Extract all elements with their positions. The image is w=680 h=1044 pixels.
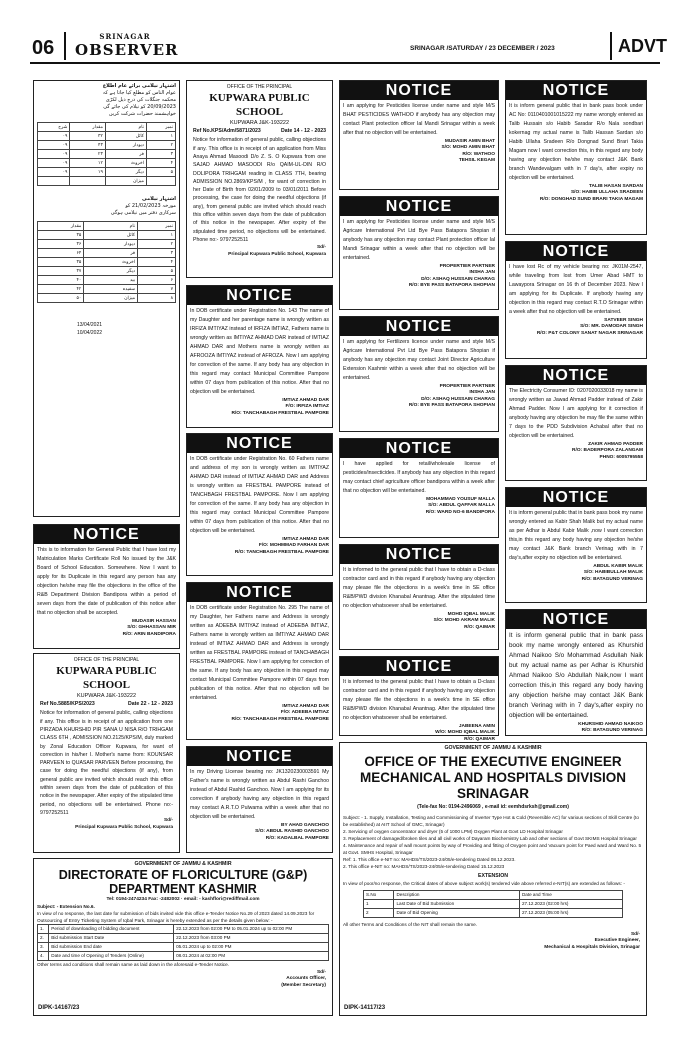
urdu-line: خواہشمند حضرات شرکت کریں bbox=[108, 111, 176, 117]
urdu-table-a-cell: ۰۹ bbox=[38, 141, 70, 150]
urdu-table-a-cell: ۴۳ bbox=[70, 141, 105, 150]
urdu-line: اشتہار نیلامی bbox=[142, 196, 176, 202]
notice-heading: NOTICE bbox=[506, 81, 646, 100]
school-name: KUPWARA PUBLIC SCHOOL bbox=[56, 665, 157, 691]
urdu-table-a-cell bbox=[146, 177, 175, 186]
urdu-table-b-row bbox=[38, 240, 176, 249]
urdu-table-a-cell: اخروٹ bbox=[105, 159, 146, 168]
urdu-line: سرکاری دفتر میں نیلامی ہوگی bbox=[110, 210, 176, 216]
tender-schedule-cell: 3. bbox=[38, 943, 49, 952]
urdu-lines-a bbox=[37, 83, 176, 118]
kupwara-school-notice-2 bbox=[33, 653, 180, 853]
urdu-line: مورخہ 21/02/2023 کو bbox=[125, 203, 176, 209]
subject-line: Subject: - Extension No.6. bbox=[37, 904, 95, 909]
notice-lost-rc bbox=[505, 241, 647, 359]
urdu-table-a-cell bbox=[38, 177, 70, 186]
notice-signatory bbox=[187, 704, 332, 723]
sign-line: ABDUL KABIR MALIK bbox=[593, 564, 643, 569]
urdu-line: عوام الناس کو مطلع کیا جاتا ہے کہ bbox=[102, 90, 176, 96]
urdu-table-a-cell: ۰۹ bbox=[38, 159, 70, 168]
notice-body: It is informed to the general public that I have to obtain a D-class contractor card and in this regard if anybody having any objection may please file the objections in a week's time in SE office R&B/PWD division Khanabal Anantnag. After the stipulated time no objection whatsoever shall be entertained. bbox=[343, 567, 495, 609]
notice-heading: NOTICE bbox=[506, 366, 646, 385]
notice-heading: NOTICE bbox=[340, 81, 498, 100]
sign-line: SATVEER SINGH bbox=[604, 318, 643, 323]
notice-signatory bbox=[506, 722, 646, 735]
urdu-table-a-cell: کائل bbox=[105, 132, 146, 141]
notice-signatory bbox=[187, 398, 332, 417]
urdu-table-a-cell: فر bbox=[105, 150, 146, 159]
urdu-dates bbox=[37, 321, 176, 337]
extension-row bbox=[364, 909, 623, 918]
notice-signatory bbox=[340, 612, 498, 631]
sign-line: Principal Kupwara Public School, Kupwara bbox=[75, 824, 173, 830]
urdu-table-a-cell: ۲۳ bbox=[70, 150, 105, 159]
sign-line: MOHAMMAD YOUSUF MALLA bbox=[426, 497, 495, 502]
notice-signatory bbox=[340, 264, 498, 290]
sign-line: PHNO: 6005795558 bbox=[599, 454, 643, 460]
urdu-table-a-cell: ۱۹ bbox=[70, 168, 105, 177]
extension-row bbox=[364, 900, 623, 909]
urdu-table-a-row bbox=[38, 141, 176, 150]
tender-schedule-cell: 05.01.2024 up to 02:00 PM bbox=[174, 943, 329, 952]
directorate-title: DIRECTORATE OF FLORICULTURE (G&P) DEPARTMENT KASHMIR bbox=[58, 868, 308, 896]
masthead-top: SRINAGAR bbox=[99, 32, 151, 41]
urdu-table-b-cell: کائل bbox=[84, 231, 138, 240]
sign-line: PROPERTIER PARTNER bbox=[439, 384, 495, 389]
notice-bank-talib bbox=[505, 80, 647, 235]
urdu-line: 20/09/2023 کو نیلام کی جائے گی bbox=[103, 104, 176, 110]
sign-line: F/O: ADEEBA IMTIAZ bbox=[280, 710, 329, 716]
sign-line: R/O: WATHOO bbox=[462, 151, 495, 157]
sign-line: Sd/- bbox=[316, 245, 326, 251]
notice-body: I am applying for Fertilizers licence under name and style M/S Agricare International Pvt Ltd Bye Pass Batapora Shopian if anybody has any objection may contact Joint Director Agriculture Extension Kashmir within a week after that no objection will be entertained. bbox=[343, 339, 495, 381]
tender-schedule-cell: Bid submission End date bbox=[49, 943, 174, 952]
extension-row bbox=[364, 891, 623, 900]
notice-heading: NOTICE bbox=[187, 434, 332, 453]
sign-line: MOHD IQBAL MALIK bbox=[447, 612, 495, 617]
school-name: KUPWARA PUBLIC SCHOOL bbox=[209, 92, 310, 118]
notice-signatory bbox=[343, 932, 643, 951]
urdu-table-b-row bbox=[38, 258, 176, 267]
sign-line: F/O: IRFIZA IMTIAZ bbox=[285, 404, 329, 410]
urdu-table-b-cell: ۲ bbox=[138, 240, 176, 249]
tender-schedule-cell: 08.01.2024 at 02:00 PM bbox=[174, 952, 329, 961]
notice-heading: NOTICE bbox=[340, 197, 498, 216]
urdu-table-b-cell: ۵۰ bbox=[38, 294, 84, 303]
urdu-table-a-cell: ۱ bbox=[146, 132, 175, 141]
sign-line: R/O: ARIN BANDIPORA bbox=[122, 631, 176, 637]
header-divider bbox=[64, 32, 66, 60]
work-item: 4. Maintenance and repair of wall mount points by way of Providing and fitting of Oxygen point and Vacuum point for Paed ward and Ward No. 5 at Govt. SMHS Hospital, Srinagar bbox=[343, 843, 642, 855]
notice-signatory bbox=[190, 245, 329, 258]
urdu-table-a bbox=[37, 122, 176, 186]
urdu-table-a-row bbox=[38, 159, 176, 168]
urdu-table-b-row bbox=[38, 294, 176, 303]
notice-signatory bbox=[37, 818, 176, 831]
urdu-table-a-row bbox=[38, 168, 176, 177]
kupwara-school-notice-1 bbox=[186, 80, 333, 278]
notice-dob-farhan bbox=[186, 433, 333, 576]
notice-signatory bbox=[340, 724, 498, 743]
sign-line: R/O: DONGHAD SUND BRARI TAKIA MAGAM bbox=[539, 196, 643, 202]
notice-bank-kabir bbox=[505, 487, 647, 603]
urdu-table-b-cell: دیگر bbox=[84, 267, 138, 276]
urdu-line: اشتہار نیلامی برائے عام اطلاع bbox=[102, 83, 176, 89]
sign-line: IMTIAZ AHMAD DAR bbox=[282, 537, 329, 542]
extension-label: EXTENSION bbox=[478, 873, 508, 879]
tender-schedule-cell: 22.12.2023 from 03:00 PM bbox=[174, 934, 329, 943]
ref-date: Date 14 - 12 - 2023 bbox=[281, 128, 326, 134]
sign-line: D/O: ASHAQ HUSSAIN CHARAG bbox=[421, 276, 495, 282]
notice-signatory bbox=[187, 537, 332, 556]
notice-signatory bbox=[34, 619, 179, 638]
urdu-table-b-cell: ۶۴ bbox=[38, 249, 84, 258]
urdu-table-b-cell: اخروٹ bbox=[84, 258, 138, 267]
notice-heading: NOTICE bbox=[340, 317, 498, 336]
extension-cell: 27.12.2023 (02:00 hrs) bbox=[519, 900, 622, 909]
urdu-table-a-cell: ۳ bbox=[146, 150, 175, 159]
urdu-table-b-cell: ۷ bbox=[138, 285, 176, 294]
urdu-table-a-cell: دیودار bbox=[105, 141, 146, 150]
sign-line: F/O: MOHMMAD FARHAN DAR bbox=[258, 543, 329, 549]
notice-contractor-iqbal bbox=[339, 544, 499, 650]
sign-line: Sd/- bbox=[316, 970, 326, 975]
ref-line: Ref: 1. This office e-NIT no: MAHDS/TS/2023-24/05/e-tendering Dated 08.12.2023. bbox=[343, 857, 516, 862]
urdu-table-b-cell: ۴۲ bbox=[38, 285, 84, 294]
notice-heading: NOTICE bbox=[340, 657, 498, 676]
urdu-table-b-row bbox=[38, 231, 176, 240]
notice-body: It is inform general public that in bank pass book under AC No: 0110401001015222 my name wrongly entered as Talib Hussain s/o Habib Saradar R/o Nala sondbari kokernag my actual name is Talib Hassan Sardan s/o Habib Ullaha Sradeen R/o Dongnad Sund Brari Takia Magam now I want correction this, in this regard any body having any objection he/she may contact J&K Bank branch Wandevalgam with in 7 day's, after expiry no objection will be entertained. bbox=[509, 103, 643, 181]
contact-line: (Tele-fax No: 0194-2496069 , e-mail id: eemhdsrksh@gmail.com) bbox=[417, 804, 569, 810]
sign-line: TEHSIL KEGAM bbox=[458, 158, 495, 164]
sign-line: Accounts Officer, bbox=[286, 976, 326, 982]
urdu-table-b-cell: سفیدہ bbox=[84, 285, 138, 294]
urdu-table-b-cell: ۸ bbox=[138, 294, 176, 303]
tender-schedule-row bbox=[38, 952, 329, 961]
urdu-table-b-cell: ۳۶ bbox=[38, 240, 84, 249]
subject-line: Subject: - 1. Supply, Installation, Testing and Commissioning of Inverter Type Hot & Cold (Reversible AC) for various sections of Skill Centre (to be established) at AIIT School of GMC, Srinagar) bbox=[343, 815, 639, 827]
urdu-table-b-cell: ۳ bbox=[138, 249, 176, 258]
tender-paragraph: In view of no response, the last date for submission of bids invited vide this office e-Tender Notice No.29 of 2023 dated 14.09.2023 for Outsourcing of Entry Ticketing System of Iqbal Park, Srinagar is hereby extended as per the details given below: - bbox=[37, 911, 315, 923]
notice-body: It is informed to the general public that I have to obtain a D-class contractor card and in this regard if anybody having any objection may please file the objections in a week's time in SE office R&B/PWD division Khanabal Anantnag. After the stipulated time no objection whatsoever shall be entertained. bbox=[343, 679, 495, 721]
sign-line: S/O: HABIBULLAH MALIK bbox=[583, 570, 643, 576]
notice-body: In DOB certificate under Registration No. 60 Fathers name and address of my son is wrongly written as IMTIYAZ AHMAD DAR instead of IMTIAZ AHMAD DAR and Address is wrongly written as FRESTBAL PAMPORE instead of TANCHBAGH FRESTBAL PAMPORE. Now I am applying for correction of the same. If any body has any objection in this regard may contact Municipal Committee Pampore within 07 days from publication of this notice. After that no objection will be entertained. bbox=[190, 456, 329, 534]
sign-line: S/O: HABIB ULLAHA SRADEEN bbox=[570, 190, 643, 196]
urdu-table-a-row bbox=[38, 150, 176, 159]
urdu-table-b-cell: ۳۷ bbox=[38, 267, 84, 276]
office-line: OFFICE OF THE PRINCIPAL bbox=[226, 84, 293, 90]
urdu-table-b-cell: ۱ bbox=[138, 231, 176, 240]
ref-row bbox=[37, 700, 176, 709]
urdu-table-b-cell: بید bbox=[84, 276, 138, 285]
urdu-table-b-cell: میزان bbox=[84, 294, 138, 303]
notice-lost-certificate bbox=[33, 524, 180, 649]
notice-signatory bbox=[340, 497, 498, 516]
sign-line: R/O: TANCHBAGH FRESTBAL PAMPORE bbox=[234, 549, 329, 555]
notice-pesticides-bhat bbox=[339, 80, 499, 190]
urdu-table-b-cell: ۴۰ bbox=[38, 276, 84, 285]
section-label: ADVT bbox=[618, 36, 667, 56]
notice-body: It is inform general public that in bank pass book my name wrongly entered as Kabir Shah Malik but my actual name as per Adhar is Abdul Kabir Malik ,now I want correction this,in this regard any body having any objection he/she may contact J&K Bank branch Verinag with in 7 day's,after expiry no objection will be entertained. bbox=[509, 510, 643, 561]
notice-body: I have applied for retail/wholesale license of pesticides/insecticides. If anybody has any objection in this regard may contact chief agriculture officer bandipora within a week after that no objection will be entertained. bbox=[343, 461, 495, 494]
contact-line: Tel: 0194-2474234 Fax: -2482002 · email: - kashflori@rediffmail.com bbox=[106, 897, 260, 902]
notice-signatory bbox=[506, 564, 646, 583]
notice-signatory bbox=[506, 442, 646, 461]
sign-line: MUDASIR HASSAN bbox=[132, 619, 176, 624]
urdu-table-b-cell: فر bbox=[84, 249, 138, 258]
urdu-table-a-cell: شرح bbox=[38, 123, 70, 132]
urdu-table-a-cell: میزان bbox=[105, 177, 146, 186]
urdu-table-b-cell: نمبر bbox=[138, 222, 176, 231]
sign-line: D/O: ASHAQ HUSSAIN CHARAG bbox=[421, 396, 495, 402]
tender-schedule-cell: 2. bbox=[38, 934, 49, 943]
sign-line: IMTIAZ AHMAD DAR bbox=[282, 704, 329, 709]
sign-line: IMTIAZ AHMAD DAR bbox=[282, 398, 329, 403]
sign-line: R/O: BYE PASS BATAPORA SHOPIAN bbox=[408, 403, 495, 409]
sign-line: R/O: QAIMAR bbox=[464, 736, 495, 742]
sign-line: TALIB HASAN SARDAN bbox=[588, 184, 643, 189]
sign-line: S/O: ABDUL QAFFAR MALLA bbox=[428, 503, 495, 509]
sign-line: R/O: TANCHABAGH FRESTBAL PAMPORE bbox=[231, 716, 329, 722]
ref-date: Date 22 - 12 - 2023 bbox=[128, 701, 173, 707]
tender-schedule-table bbox=[37, 924, 329, 961]
tender-schedule-cell: 4. bbox=[38, 952, 49, 961]
sign-line: Mechanical & Hospitals Division, Srinagar bbox=[544, 944, 640, 950]
sign-line: R/O: BATAGUND VERINAG bbox=[581, 728, 643, 734]
sign-line: INSHA JAN bbox=[469, 390, 495, 396]
notice-body: In my Driving License bearing no: JK1320230003591 My Father's name is wrongly written as Abdul Rashi Ganchoo instead of Abdul Rashid Ganchoo. Now I am applying for its correction if anybody having any objection in this regard may contact A.R.T.O Pulwama within a week after that no objection will be entertained. bbox=[190, 769, 329, 820]
sign-line: R/O: BADERPORA ZALANGAM bbox=[572, 448, 643, 454]
office-title: OFFICE OF THE EXECUTIVE ENGINEER MECHANICAL AND HOSPITALS DIVISION SRINAGAR bbox=[359, 754, 626, 801]
ref-number: Ref No.KPS/Adm/5871/2023 bbox=[193, 128, 261, 134]
work-item: 2. Servicing of oxygen concentrator and dryer (5 of 1000 LPM) Oxygen Plant at Govt LD Hospital Srinagar bbox=[343, 829, 563, 834]
extension-cell: Last Date of Bid Submission bbox=[394, 900, 520, 909]
page-number: 06 bbox=[32, 37, 55, 59]
urdu-table-a-cell: دیگر bbox=[105, 168, 146, 177]
notice-heading: NOTICE bbox=[506, 488, 646, 507]
notice-pesticides-agricare bbox=[339, 196, 499, 310]
notice-bank-khurshid bbox=[505, 609, 647, 736]
sign-line: Executive Engineer, bbox=[594, 938, 640, 944]
notice-heading: NOTICE bbox=[506, 242, 646, 261]
urdu-table-a-cell: نمبر bbox=[146, 123, 175, 132]
tender-schedule-cell: Bid submission Start Date bbox=[49, 934, 174, 943]
urdu-table-b-row bbox=[38, 249, 176, 258]
urdu-table-a-cell: ۴ bbox=[146, 159, 175, 168]
urdu-table-b-row bbox=[38, 285, 176, 294]
sign-line: JABEENA AMIN bbox=[458, 724, 495, 729]
gov-line: GOVERNMENT OF JAMMU & KASHMIR bbox=[444, 745, 542, 751]
urdu-table-b-cell: ۳۵ bbox=[38, 231, 84, 240]
sign-line: S/O: MOHD AKRAM MALIK bbox=[433, 618, 495, 624]
notice-body: It is inform general public that in bank pass book my name wrongly entered as Khurshid Ahmad Naikoo S/o Mohammad Asdullah Naik but my actual name as per Adhar is Khurshid Ahmad Naikoo S/o Abdullah Naik,now I want correction this,in this regard any body having any objection he/she may contact J&K Bank branch Verinag with in 7 day's,after expiry no objection will be entertained. bbox=[509, 632, 643, 719]
tender-schedule-row bbox=[38, 925, 329, 934]
notice-heading: NOTICE bbox=[340, 545, 498, 564]
urdu-table-b bbox=[37, 221, 176, 303]
sign-line: W/O: MOHD IQBAL MALIK bbox=[435, 730, 495, 736]
footer-line: All other Terms and Conditions of the NIT shall remain the same. bbox=[343, 922, 478, 927]
sign-line: KHURSHID AHMAD NAIKOO bbox=[578, 722, 643, 727]
executive-engineer-tender bbox=[339, 742, 647, 1016]
urdu-notice bbox=[33, 80, 180, 517]
urdu-table-b-row bbox=[38, 276, 176, 285]
notice-heading: NOTICE bbox=[187, 747, 332, 766]
work-item: 3. Replacement of damaged/broken tiles and all civil works of Dayaram Biochemistry Lab and other sections of Govt SKIMS Hospital Srinagar bbox=[343, 836, 637, 841]
urdu-table-b-cell: دیودار bbox=[84, 240, 138, 249]
gov-line: GOVERNMENT OF JAMMU & KASHMIR bbox=[134, 861, 232, 867]
extension-cell: S.No bbox=[364, 891, 394, 900]
notice-body: This is to information for General Public that I have lost my Matriculation Marks Certificate Roll No issued by the J&K Board of School Education. Somewhere. Now I want to apply for its Duplicate in this regard any person has any objection he/she may file the objections in the office of the R&B Department Division Bandipora within a period of seven days from the date of publication of this notice after that no objection shall be accepted. bbox=[37, 547, 176, 616]
dipk-number: DIPK-14167/23 bbox=[38, 1005, 80, 1012]
notice-body: I am applying for Pesticides license under name and style M/S BHAT PESTICIDES WATHOO if anybody has any objection may contact Plant protection officer Ial Mandi Srinagar within a week after that no objection will be entertained. bbox=[343, 103, 495, 136]
notice-body: I have lost Rc of my vehicle bearing no: JK01M-2547, while traveling from lost from Umer Abad HMT to Lawaypora Srinagar on 16 th of December 2023. Now I am applying for its Duplicate. If anybody having any objection in this regard may contact R.T.O Srinagar within a week after that no objection will be entertained. bbox=[509, 264, 643, 315]
urdu-table-a-cell: ۲ bbox=[146, 141, 175, 150]
notice-dob-irfiza bbox=[186, 285, 333, 428]
notice-body: The Electricity Consumer ID: 0207020033018 my name is wrongly written as Jawad Ahmad Padder instead of Zakir Ahmad Padder. Now I am applying for it correction if anybody having any objection he may file the same within 7 days to the PDD Subdivision Achabal after that no objection will be entertained. bbox=[509, 388, 643, 439]
urdu-table-b-cell: مقدار bbox=[38, 222, 84, 231]
school-address: KUPWARA J&K-193222 bbox=[76, 693, 137, 699]
sign-line: R/O: P&T COLONY SANAT NAGAR SRINAGAR bbox=[536, 330, 643, 336]
notice-signatory bbox=[340, 139, 498, 165]
sign-line: R/O: BATAGUND VERINAG bbox=[581, 576, 643, 582]
sign-line: ZAKIR AHMAD PADDER bbox=[588, 442, 643, 447]
urdu-table-b-cell: ۳۵ bbox=[38, 258, 84, 267]
footer-line: Other terms and conditions shall remain same as laid down in the aforesaid e-Tender Notice. bbox=[37, 962, 230, 967]
extension-paragraph: In view of poor/no response, the Critical dates of above subject work(s) tendered vide above referred e-NIT(s) are extended as follows: - bbox=[343, 881, 625, 886]
notice-body: In DOB certificate under Registration No. 143 The name of my Daughter and her parentage name is wrongly written as IRFIZA IMTIYAZ instead of IRFIZA IMTIAZ, Fathers name is wrongly written as IMTIYAZ AHMAD DAR instead of IMTIAZ AHMAD DAR and Mothers name is wrongly written as AFROOZA IMTIYAZ instead of AFROZA. Now I am applying for correction of the same. If any body has any objection in this regard may contact Municipal Committee Pampore within 07 days from publication of this notice. After that no objection will be entertained. bbox=[190, 308, 329, 395]
extension-cell: Description bbox=[394, 891, 520, 900]
sign-line: S/O: GHHASSAN MIR bbox=[127, 625, 176, 631]
tender-schedule-cell: 1. bbox=[38, 925, 49, 934]
urdu-table-a-cell bbox=[70, 177, 105, 186]
sign-line: R/O: KADALBAL PAMPORE bbox=[265, 835, 329, 841]
sign-line: MUDASIR AMIN BHAT bbox=[444, 139, 495, 144]
notice-heading: NOTICE bbox=[340, 439, 498, 458]
dipk-number: DIPK-14117/23 bbox=[344, 1005, 386, 1012]
urdu-table-a-row bbox=[38, 177, 176, 186]
urdu-lines-b bbox=[37, 196, 176, 217]
extension-table bbox=[363, 890, 623, 918]
notice-fertilizers-agricare bbox=[339, 316, 499, 432]
school-address: KUPWARA J&K-193222 bbox=[229, 120, 290, 126]
urdu-table-a-cell: نام bbox=[105, 123, 146, 132]
urdu-table-a-cell: ۰۹ bbox=[38, 132, 70, 141]
notice-body: In DOB certificate under Registration No. 295 The name of my Daughter, her Fathers name and Address is wrongly written as ADEEBA IMTIYAZ instead of ADEEBA IMTIAZ, Fathers name is wrongly written as IMTIYAZ AHMAD DAR instead of IMTIAZ AHMAD DAR and Address is wrongly written as FRESTBAL PAMPORE instead of TANCHABAGH FRESTBAL PAMPORE. Now I am applying for correction of the same. If any body has any objection in this regard may contact Municipal Committee Pampore within 07 days from publication of this notice. After that no objection will be entertained. bbox=[190, 605, 329, 701]
urdu-table-a-cell: ۵ bbox=[146, 168, 175, 177]
notice-heading: NOTICE bbox=[187, 286, 332, 305]
urdu-table-b-cell: ۴ bbox=[138, 258, 176, 267]
notice-electricity bbox=[505, 365, 647, 481]
extension-cell: 27.12.2023 (05:00 hrs) bbox=[519, 909, 622, 918]
ref-number: Ref No.5885/KPS/2023 bbox=[40, 701, 95, 707]
notice-signatory bbox=[187, 823, 332, 842]
urdu-table-b-cell: نام bbox=[84, 222, 138, 231]
urdu-table-b-cell: ۵ bbox=[138, 267, 176, 276]
urdu-date: 10/04/2022 bbox=[77, 330, 103, 336]
sign-line: R/O: BYE PASS BATAPORA SHOPIAN bbox=[408, 283, 495, 289]
extension-cell: Date of Bid Opening bbox=[394, 909, 520, 918]
notice-heading: NOTICE bbox=[187, 583, 332, 602]
notice-heading: NOTICE bbox=[34, 525, 179, 544]
sign-line: Sd/- bbox=[630, 932, 640, 937]
urdu-table-a-row bbox=[38, 132, 176, 141]
notice-dob-adeeba bbox=[186, 582, 333, 740]
tender-schedule-cell: Period of downloading of bidding document bbox=[49, 925, 174, 934]
sign-line: S/O: MOHD AMIN BHAT bbox=[441, 145, 495, 151]
notice-contractor-jabeena bbox=[339, 656, 499, 742]
sign-line: INSHA JAN bbox=[469, 270, 495, 276]
sign-line: R/O: QAIMAR bbox=[464, 624, 495, 630]
notice-body: Notice for information of general public, calling objections if any. This office is in receipt of an application from one PIRZADA KHURSHID PIR SANA U NISA R/O TRIHGAM CLASS 6TH , ADMISSION NO.2125/KPS/M, duly marked by Zonal Education Officer Kupwara, for want of correction in his/her I. Mother's name from: KOUNSAR PARVEEN to QUASAR PARVEEN Before processing, the case for doing the needful objections (if any), from general public are invited which should reach this office within seven days from the date of publication of this notice in the newspaper. After expiry of the stipulated time period, no objections will be entertained. Phone no:- 9797252511 bbox=[40, 710, 173, 816]
tender-schedule-row bbox=[38, 943, 329, 952]
dateline: SRINAGAR /SATURDAY / 23 DECEMBER / 2023 bbox=[410, 45, 555, 52]
tender-schedule-cell: Date and time of Opening of Tenders (Online) bbox=[49, 952, 174, 961]
urdu-table-a-cell: ۰۹ bbox=[38, 150, 70, 159]
notice-signatory bbox=[506, 184, 646, 203]
tender-schedule-row bbox=[38, 934, 329, 943]
sign-line: Principal Kupwara Public School, Kupwara bbox=[228, 251, 326, 257]
urdu-table-b-row bbox=[38, 267, 176, 276]
urdu-table-b-cell: ۶ bbox=[138, 276, 176, 285]
header-divider-right bbox=[610, 32, 612, 60]
notice-retail-license bbox=[339, 438, 499, 538]
sign-line: Sd/- bbox=[163, 818, 173, 824]
urdu-table-b-row bbox=[38, 222, 176, 231]
sign-line: R/O: TANCHABAGH FRESTBAL PAMPORE bbox=[231, 410, 329, 416]
extension-cell: 2 bbox=[364, 909, 394, 918]
extension-cell: 1 bbox=[364, 900, 394, 909]
notice-body: Notice for information of general public, calling objections if any. This office is in receipt of an application from Miss Anaya Ahmad Masoodi D/o Z. S. O Kupwara from one SAJAD AHMAD MASOODI R/o QAIM-UL-DIN R/O DOLIPORA TRIHGAM reading in CLASS 7TH, bearing ADMISSION NO.2869/KPS/M , for want of correction in her Date of Birth from 02/01/2009 to 03/01/2011 Before processing, the case for doing the needful objections (if any), from general public are invited which should reach this office within seven days from the date of publication of this notice in the newspaper. After expiry of the stipulated time period, no objections will be entertained. Phone no:- 9797252511 bbox=[193, 137, 326, 243]
urdu-table-a-row bbox=[38, 123, 176, 132]
urdu-table-a-cell: ۳۲ bbox=[70, 132, 105, 141]
notice-signatory bbox=[340, 384, 498, 410]
sign-line: S/O: ABDUL RASHID GANCHOO bbox=[255, 829, 329, 835]
floriculture-tender bbox=[33, 858, 333, 1016]
ref-row bbox=[190, 127, 329, 136]
urdu-table-a-cell: مقدار bbox=[70, 123, 105, 132]
urdu-date: 13/04/2021 bbox=[77, 322, 103, 328]
urdu-table-a-cell: ۱۲ bbox=[70, 159, 105, 168]
notice-signatory bbox=[37, 970, 329, 989]
office-line: OFFICE OF THE PRINCIPAL bbox=[73, 657, 140, 663]
notice-body: I am applying for Pesticides license under name and style M/S Agricare International Pvt Ltd Bye Pass Batapora Shopian if anybody has any objection may contact Plant protection officer Ial Mandi Srinagar within a week after that no objection will be entertained. bbox=[343, 219, 495, 261]
urdu-table-a-cell: ۰۹ bbox=[38, 168, 70, 177]
ref-line: 2. This office e-NIT no: MAHDS/TS/2023-24/05/e-tendering Dated 15.12.2023 bbox=[343, 864, 505, 869]
sign-line: S/O: MR. DAMODAR SINGH bbox=[580, 324, 643, 330]
sign-line: PROPERTIER PARTNER bbox=[439, 264, 495, 269]
page-header bbox=[30, 28, 667, 64]
urdu-line: محکمہ جنگلات کی درج ذیل لکڑی bbox=[105, 97, 176, 103]
tender-schedule-cell: 22.12.2023 from 02:00 PM to 05.01.2024 up to 02:00 PM bbox=[174, 925, 329, 934]
notice-heading: NOTICE bbox=[506, 610, 646, 629]
extension-cell: Date and Time bbox=[519, 891, 622, 900]
masthead: OBSERVER bbox=[75, 41, 179, 59]
sign-line: BY AHAD GANCHOO bbox=[281, 823, 329, 828]
sign-line: (Member Secretary) bbox=[281, 982, 326, 988]
notice-signatory bbox=[506, 318, 646, 337]
notice-driving-license bbox=[186, 746, 333, 853]
sign-line: R/O: WARD NO-6 BANDIPORA bbox=[425, 509, 495, 515]
